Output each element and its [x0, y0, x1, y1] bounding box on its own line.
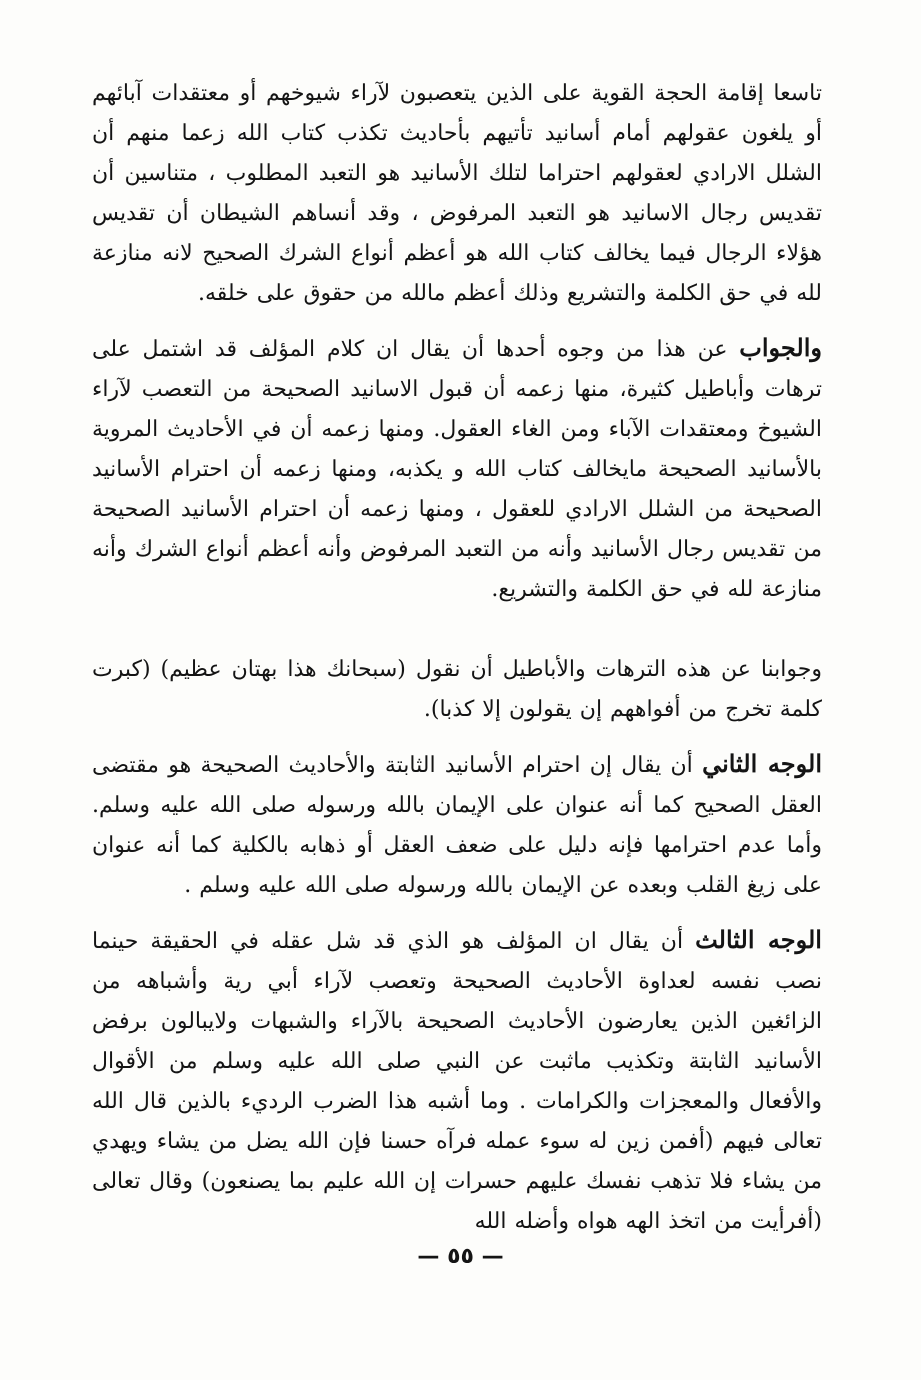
paragraph-answer — [92, 328, 822, 610]
paragraph-text: أن يقال إن احترام الأسانيد الثابتة والأحاديث الصحيحة هو مقتضى العقل الصحيح كما أنه عنوان على الإيمان بالله ورسوله صلى الله عليه وسلم. وأما عدم احترامها فإنه دليل على ضعف العقل أو ذهابه بالكلية كما أنه عنوان على زيغ القلب وبعده عن الإيمان بالله ورسوله صلى الله عليه وسلم . — [92, 753, 822, 898]
page-number: — ٥٥ — — [417, 1244, 504, 1269]
paragraph-text: أن يقال ان المؤلف هو الذي قد شل عقله في الحقيقة حينما نصب نفسه لعداوة الأحاديث الصحيحة وتعصب لآراء أبي رية وأشباهه من الزائغين الذين يعارضون الأحاديث الصحيحة بالآراء والشبهات ولايبالون برفض الأسانيد الثابتة وتكذيب ماثبت عن النبي صلى الله عليه وسلم من الأقوال والأفعال والمعجزات والكرامات . وما أشبه هذا الضرب الرديء بالذين قال الله تعالى فيهم (أفمن زين له سوء عمله فرآه حسنا فإن الله يضل من يشاء ويهدي من يشاء فلا تذهب نفسك عليهم حسرات إن الله عليم بما يصنعون) وقال تعالى (أفرأيت من اتخذ الهه هواه وأضله الله — [92, 929, 822, 1234]
paragraph-ninth-point — [92, 72, 822, 314]
page-body — [92, 72, 822, 1242]
paragraph-text: تاسعا إقامة الحجة القوية على الذين يتعصبون لآراء شيوخهم أو معتقدات آبائهم أو يلغون عقولهم أمام أسانيد تأتيهم بأحاديث تكذب كتاب الله زعما منهم أن الشلل الارادي لعقولهم احتراما لتلك الأسانيد هو التعبد المطلوب ، متناسين أن تقديس رجال الاسانيد هو التعبد المرفوض ، وقد أنساهم الشيطان أن تقديس هؤلاء الرجال فيما يخالف كتاب الله هو أعظم أنواع الشرك الصحيح لانه منازعة لله في حق الكلمة والتشريع وذلك أعظم مالله من حقوق على خلقه. — [92, 81, 822, 306]
paragraph-text: وجوابنا عن هذه الترهات والأباطيل أن نقول (سبحانك هذا بهتان عظيم) (كبرت كلمة تخرج من أفواههم إن يقولون إلا كذبا). — [92, 657, 822, 722]
paragraph-lead: والجواب — [739, 333, 822, 362]
paragraph-text: عن هذا من وجوه أحدها أن يقال ان كلام المؤلف قد اشتمل على ترهات وأباطيل كثيرة، منها زعمه أن قبول الاسانيد الصحيحة من التعصب لآراء الشيوخ ومعتقدات الآباء ومن الغاء العقول. ومنها زعمه أن في الأحاديث المروية بالأسانيد الصحيحة مايخالف كتاب الله و يكذبه، ومنها زعمه أن احترام الأسانيد الصحيحة من الشلل الارادي للعقول ، ومنها زعمه أن احترام الأسانيد الصحيحة من تقديس رجال الأسانيد وأنه من التعبد المرفوض وأنه أعظم أنواع الشرك وأنه منازعة لله في حق الكلمة والتشريع. — [92, 337, 822, 602]
paragraph-second-aspect — [92, 744, 822, 906]
paragraph-third-aspect — [92, 920, 822, 1242]
paragraph-lead: الوجه الثالث — [695, 925, 822, 954]
paragraph-lead: الوجه الثاني — [702, 749, 823, 778]
paragraph-our-answer — [92, 648, 822, 730]
